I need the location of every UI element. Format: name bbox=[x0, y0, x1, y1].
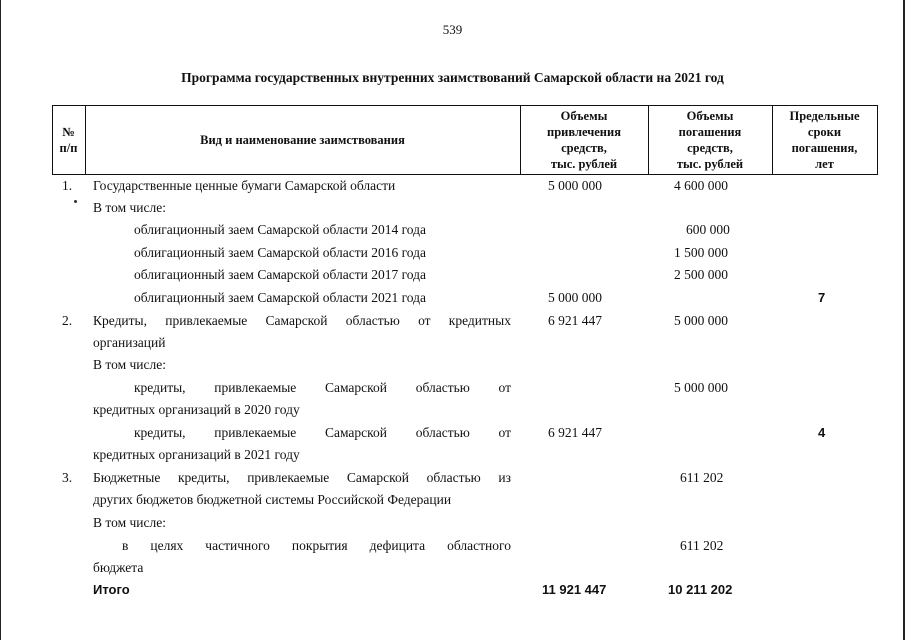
header-terms-line3: погашения, bbox=[791, 141, 858, 155]
row3-number: 3. bbox=[62, 470, 73, 485]
row2-including: В том числе: bbox=[93, 357, 166, 372]
row3-sub1-word: в bbox=[122, 538, 129, 553]
document-title: Программа государственных внутренних заимствований Самарской области на 2021 год bbox=[181, 70, 724, 85]
header-repay-line1: Объемы bbox=[686, 109, 734, 123]
header-number bbox=[52, 105, 85, 175]
header-terms-line4: лет bbox=[815, 157, 834, 171]
header-attract-line3: средств, bbox=[561, 141, 607, 155]
row3-sub1-word: частичного bbox=[205, 538, 270, 553]
row3-sub1-word: областного bbox=[447, 538, 511, 553]
row2-sub2-word: от bbox=[498, 425, 511, 440]
row2-sub1-line2: кредитных организаций в 2020 году bbox=[93, 402, 300, 417]
row3-sub1-repay: 611 202 bbox=[680, 538, 724, 553]
row2-sub2-word: областью bbox=[415, 425, 470, 440]
row2-sub1-repay: 5 000 000 bbox=[674, 380, 728, 395]
scan-artifact-dot bbox=[74, 200, 77, 203]
row1-attract: 5 000 000 bbox=[548, 178, 602, 193]
row2-sub1-word: областью bbox=[415, 380, 470, 395]
row3-sub1-word: целях bbox=[150, 538, 184, 553]
row1-item2-name: облигационный заем Самарской области 2016 года bbox=[134, 245, 427, 260]
row2-sub2-line1 bbox=[134, 424, 511, 441]
row2-sub2-word: Самарской bbox=[324, 425, 388, 440]
row1-item4-term: 7 bbox=[818, 290, 826, 305]
row3-sub1-line1 bbox=[122, 537, 511, 554]
row3-word: Бюджетные bbox=[93, 470, 161, 485]
borrowing-table-header bbox=[52, 105, 878, 175]
row2-sub2-line2: кредитных организаций в 2021 году bbox=[93, 447, 300, 462]
header-repay-line3: средств, bbox=[687, 141, 733, 155]
header-number-line1: № bbox=[62, 125, 75, 139]
row3-word: привлекаемые bbox=[247, 470, 330, 485]
row3-word: Самарской bbox=[346, 470, 409, 485]
page-number: 539 bbox=[442, 22, 463, 37]
row1-item3-repay: 2 500 000 bbox=[674, 267, 728, 282]
row2-word: кредитных bbox=[448, 313, 511, 328]
header-terms-line1: Предельные bbox=[789, 109, 860, 123]
row3-including: В том числе: bbox=[93, 515, 166, 530]
row3-name-line2: других бюджетов бюджетной системы Российской Федерации bbox=[93, 492, 452, 507]
header-attract-line1: Объемы bbox=[560, 109, 608, 123]
header-repay-line2: погашения bbox=[678, 125, 742, 139]
row1-item2-repay: 1 500 000 bbox=[674, 245, 728, 260]
row2-sub2-word: кредиты, bbox=[134, 425, 186, 440]
row3-repay: 611 202 bbox=[680, 470, 724, 485]
header-terms-line2: сроки bbox=[807, 125, 842, 139]
row3-word: кредиты, bbox=[178, 470, 230, 485]
header-terms bbox=[772, 105, 877, 175]
row2-word: Самарской bbox=[265, 313, 328, 328]
header-repay bbox=[648, 105, 772, 175]
page-edge-left bbox=[0, 0, 1, 640]
row1-name: Государственные ценные бумаги Самарской области bbox=[93, 178, 396, 193]
row2-sub2-term: 4 bbox=[818, 425, 826, 440]
row1-item4-name: облигационный заем Самарской области 2021 года bbox=[134, 290, 427, 305]
header-attract-line2: привлечения bbox=[547, 125, 621, 139]
header-name: Вид и наименование заимствования bbox=[200, 133, 405, 147]
row1-item4-attract: 5 000 000 bbox=[548, 290, 602, 305]
row2-sub2-attract: 6 921 447 bbox=[548, 425, 602, 440]
row2-name-line2: организаций bbox=[93, 335, 166, 350]
row2-word: привлекаемые bbox=[165, 313, 248, 328]
row2-sub1-word: привлекаемые bbox=[214, 380, 297, 395]
header-attract-line4: тыс. рублей bbox=[550, 157, 618, 171]
row2-sub1-word: кредиты, bbox=[134, 380, 186, 395]
row2-sub1-word: от bbox=[498, 380, 511, 395]
row2-sub2-word: привлекаемые bbox=[214, 425, 297, 440]
row2-attract: 6 921 447 bbox=[548, 313, 602, 328]
row2-word: областью bbox=[345, 313, 400, 328]
header-number-line2: п/п bbox=[59, 141, 78, 155]
row2-repay: 5 000 000 bbox=[674, 313, 728, 328]
row3-word: областью bbox=[426, 470, 481, 485]
row1-number: 1. bbox=[62, 178, 73, 193]
row3-word: из bbox=[498, 470, 511, 485]
row1-repay: 4 600 000 bbox=[674, 178, 728, 193]
row3-name-line1 bbox=[93, 469, 511, 486]
row3-sub1-word: дефицита bbox=[369, 538, 426, 553]
row1-including: В том числе: bbox=[93, 200, 166, 215]
total-label: Итого bbox=[93, 582, 130, 597]
row2-word: от bbox=[418, 313, 431, 328]
row1-item1-name: облигационный заем Самарской области 2014 года bbox=[134, 222, 427, 237]
row1-item3-name: облигационный заем Самарской области 2017 года bbox=[134, 267, 427, 282]
row2-number: 2. bbox=[62, 313, 73, 328]
row2-word: Кредиты, bbox=[93, 313, 148, 328]
header-border-6 bbox=[877, 105, 878, 175]
row2-name-line1 bbox=[93, 312, 511, 329]
header-attract bbox=[520, 105, 648, 175]
row1-item1-repay: 600 000 bbox=[686, 222, 730, 237]
total-repay: 10 211 202 bbox=[668, 582, 733, 597]
row2-sub1-word: Самарской bbox=[324, 380, 388, 395]
row2-sub1-line1 bbox=[134, 379, 511, 396]
row3-sub1-word: покрытия bbox=[291, 538, 348, 553]
total-attract: 11 921 447 bbox=[542, 582, 607, 597]
header-repay-line4: тыс. рублей bbox=[676, 157, 744, 171]
row3-sub1-line2: бюджета bbox=[93, 560, 144, 575]
